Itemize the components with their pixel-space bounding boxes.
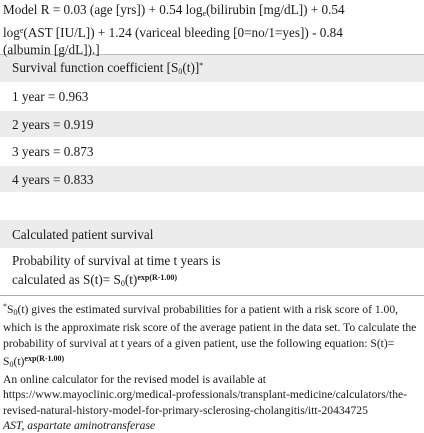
table-header-row — [0, 55, 424, 83]
model-line-2b: (AST [IU/L]) + 1.24 (variceal bleeding [0=no/1=yes]) - 0.84 — [23, 25, 343, 40]
model-equation — [0, 0, 424, 57]
model-line-2a: log — [3, 25, 20, 40]
footnote-star: $^*S_0(t)$ gives the estimated survival probabilities for a patient with a risk score of 1.00, which is the approximate risk score of the average patient in the data set. To calculate the probability of survival at t years of a given patient, use the following equation: $S(t)= S_0(t)^{exp(R-1.00)}$ — [3, 302, 417, 369]
model-line-3: (albumin [g/dL]).] — [3, 42, 100, 57]
model-line-1: Model R = 0.03 (age [yrs]) + 0.54 log — [3, 2, 203, 17]
probability-row — [0, 249, 424, 296]
footnote-abbreviation: AST, aspartate aminotransferase — [3, 419, 156, 433]
log-base-superscript: e — [19, 26, 24, 35]
coefficient-table — [0, 54, 424, 296]
table-row-empty — [0, 193, 424, 220]
footnotes — [0, 296, 424, 433]
calculated-survival-header-row — [0, 220, 424, 249]
table-row — [0, 111, 424, 138]
table-row — [0, 138, 424, 166]
model-line-1b: (bilirubin [mg/dL]) + 0.54 — [206, 2, 345, 17]
probability-cell: Probability of survival at time t years is calculated as $S(t)= S_0(t)^{exp(R-1.00)}$ — [0, 249, 424, 296]
calculated-survival-header: Calculated patient survival — [0, 220, 424, 249]
table-header: Survival function coefficient $[S_0(t)]^*$ — [0, 55, 424, 83]
table-row — [0, 83, 424, 111]
log-base-subscript: e — [202, 9, 207, 18]
table-cell-empty — [0, 193, 424, 220]
table-cell: 1 year = 0.963 — [0, 83, 424, 111]
table-cell: 2 years = 0.919 — [0, 111, 424, 138]
table-cell: 4 years = 0.833 — [0, 166, 424, 193]
table-cell: 3 years = 0.873 — [0, 138, 424, 166]
footnote-calculator-link: An online calculator for the revised model is available at https://www.mayoclinic.org/medical-professionals/transplant-medicine/calculators/the-revised-natural-history-model-for-primary-sclerosing-cholangitis/itt-20434725 — [3, 373, 408, 417]
table-row — [0, 166, 424, 193]
